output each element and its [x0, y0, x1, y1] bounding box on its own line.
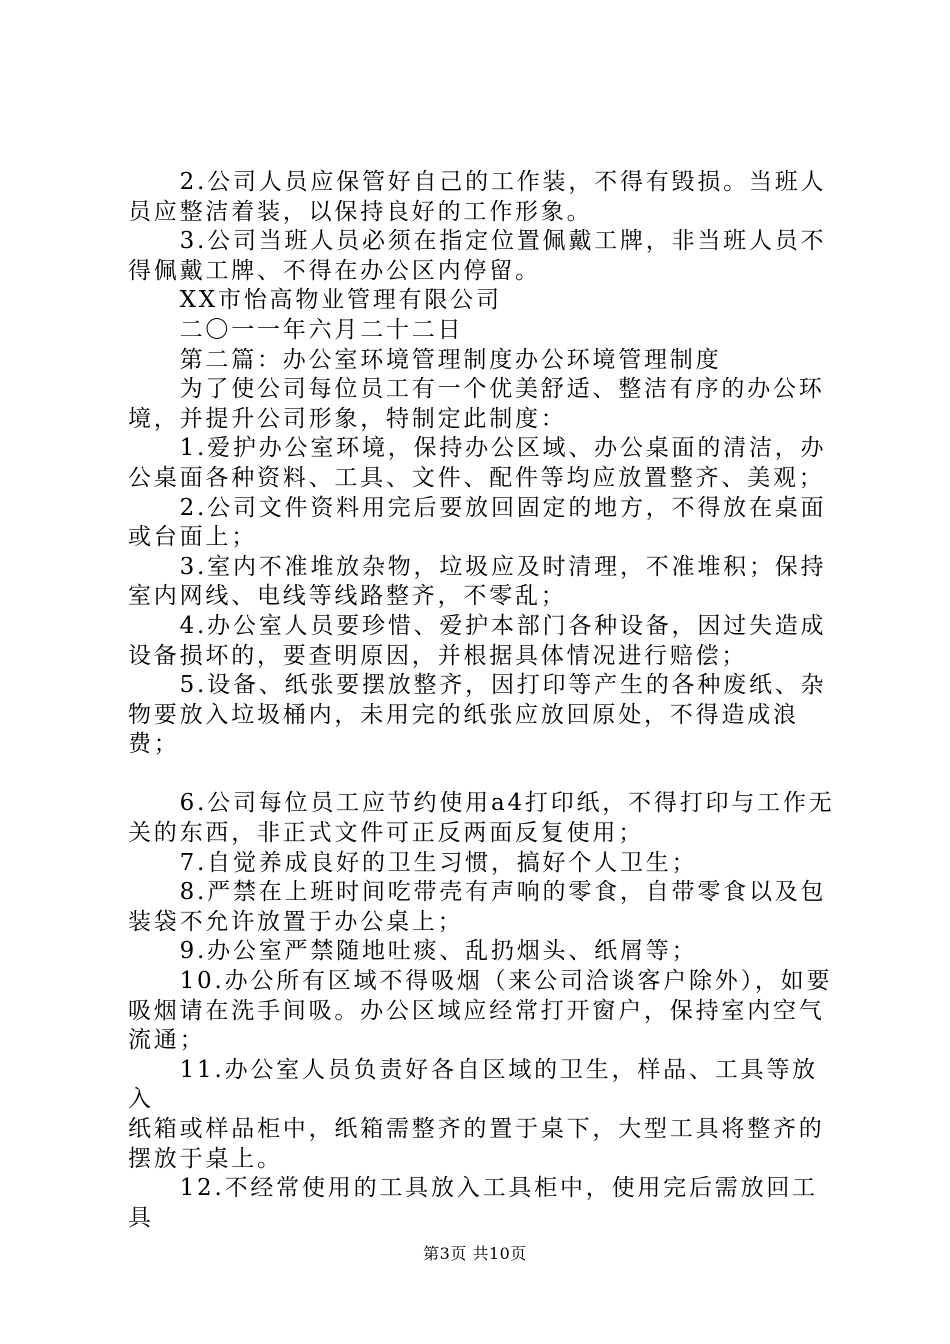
body-line: 得佩戴工牌、不得在办公区内停留。 [128, 257, 541, 284]
body-line: 4.办公室人员要珍惜、爱护本部门各种设备，因过失造成 [128, 612, 827, 639]
body-line: 二〇一一年六月二十二日 [128, 316, 464, 343]
body-line: 纸箱或样品柜中，纸箱需整齐的置于桌下，大型工具将整齐的 [128, 1116, 825, 1142]
body-line: 室内网线、电线等线路整齐，不零乱； [128, 583, 567, 610]
page-number-label: 第3页 共10页 [423, 1244, 527, 1263]
body-line: 设备损坏的，要查明原因，并根据具体情况进行赔偿； [128, 642, 748, 669]
body-line: 11.办公室人员负责好各自区域的卫生，样品、工具等放入 [128, 1056, 818, 1113]
body-line: 8.严禁在上班时间吃带壳有声响的零食，自带零食以及包 [128, 879, 827, 906]
body-line: 2.公司人员应保管好自己的工作装，不得有毁损。当班人 [128, 169, 827, 195]
body-line: 为了使公司每位员工有一个优美舒适、整洁有序的办公环 [128, 376, 825, 403]
document-body [128, 168, 838, 1233]
body-line: 5.设备、纸张要摆放整齐，因打印等产生的各种废纸、杂 [128, 672, 827, 699]
body-line: 装袋不允许放置于办公桌上； [128, 908, 464, 935]
body-line: 流通； [128, 1027, 206, 1054]
body-line: 9.办公室严禁随地吐痰、乱扔烟头、纸屑等； [128, 938, 698, 965]
body-line: 6.公司每位员工应节约使用a4打印纸，不得打印与工作无 [128, 790, 835, 817]
body-line: 12.不经常使用的工具放入工具柜中，使用完后需放回工具 [128, 1175, 818, 1231]
body-line: 物要放入垃圾桶内，未用完的纸张应放回原处，不得造成浪费； [128, 701, 799, 758]
body-line: 摆放于桌上。 [128, 1145, 283, 1172]
body-line: 7.自觉养成良好的卫生习惯，搞好个人卫生； [128, 849, 698, 876]
body-line: XX市怡高物业管理有限公司 [128, 287, 502, 314]
body-line: 2.公司文件资料用完后要放回固定的地方，不得放在桌面 [128, 494, 827, 521]
body-line: 1.爱护办公室环境，保持办公区域、办公桌面的清洁，办 [128, 435, 827, 462]
body-line: 公桌面各种资料、工具、文件、配件等均应放置整齐、美观； [128, 464, 825, 491]
body-line: 员应整洁着装，以保持良好的工作形象。 [128, 198, 593, 225]
body-line: 吸烟请在洗手间吸。办公区域应经常打开窗户，保持室内空气 [128, 997, 825, 1024]
body-line: 关的东西，非正式文件可正反两面反复使用； [128, 820, 644, 847]
body-line: 境，并提升公司形象，特制定此制度： [128, 405, 567, 432]
page-footer [0, 1244, 950, 1264]
body-line: 3.公司当班人员必须在指定位置佩戴工牌，非当班人员不 [128, 228, 827, 255]
body-line: 或台面上； [128, 524, 257, 551]
body-line: 10.办公所有区域不得吸烟（来公司洽谈客户除外），如要 [128, 968, 833, 995]
body-line: 第二篇：办公室环境管理制度办公环境管理制度 [128, 346, 722, 373]
body-line: 3.室内不准堆放杂物，垃圾应及时清理，不准堆积；保持 [128, 553, 827, 580]
blank-line [128, 760, 838, 790]
